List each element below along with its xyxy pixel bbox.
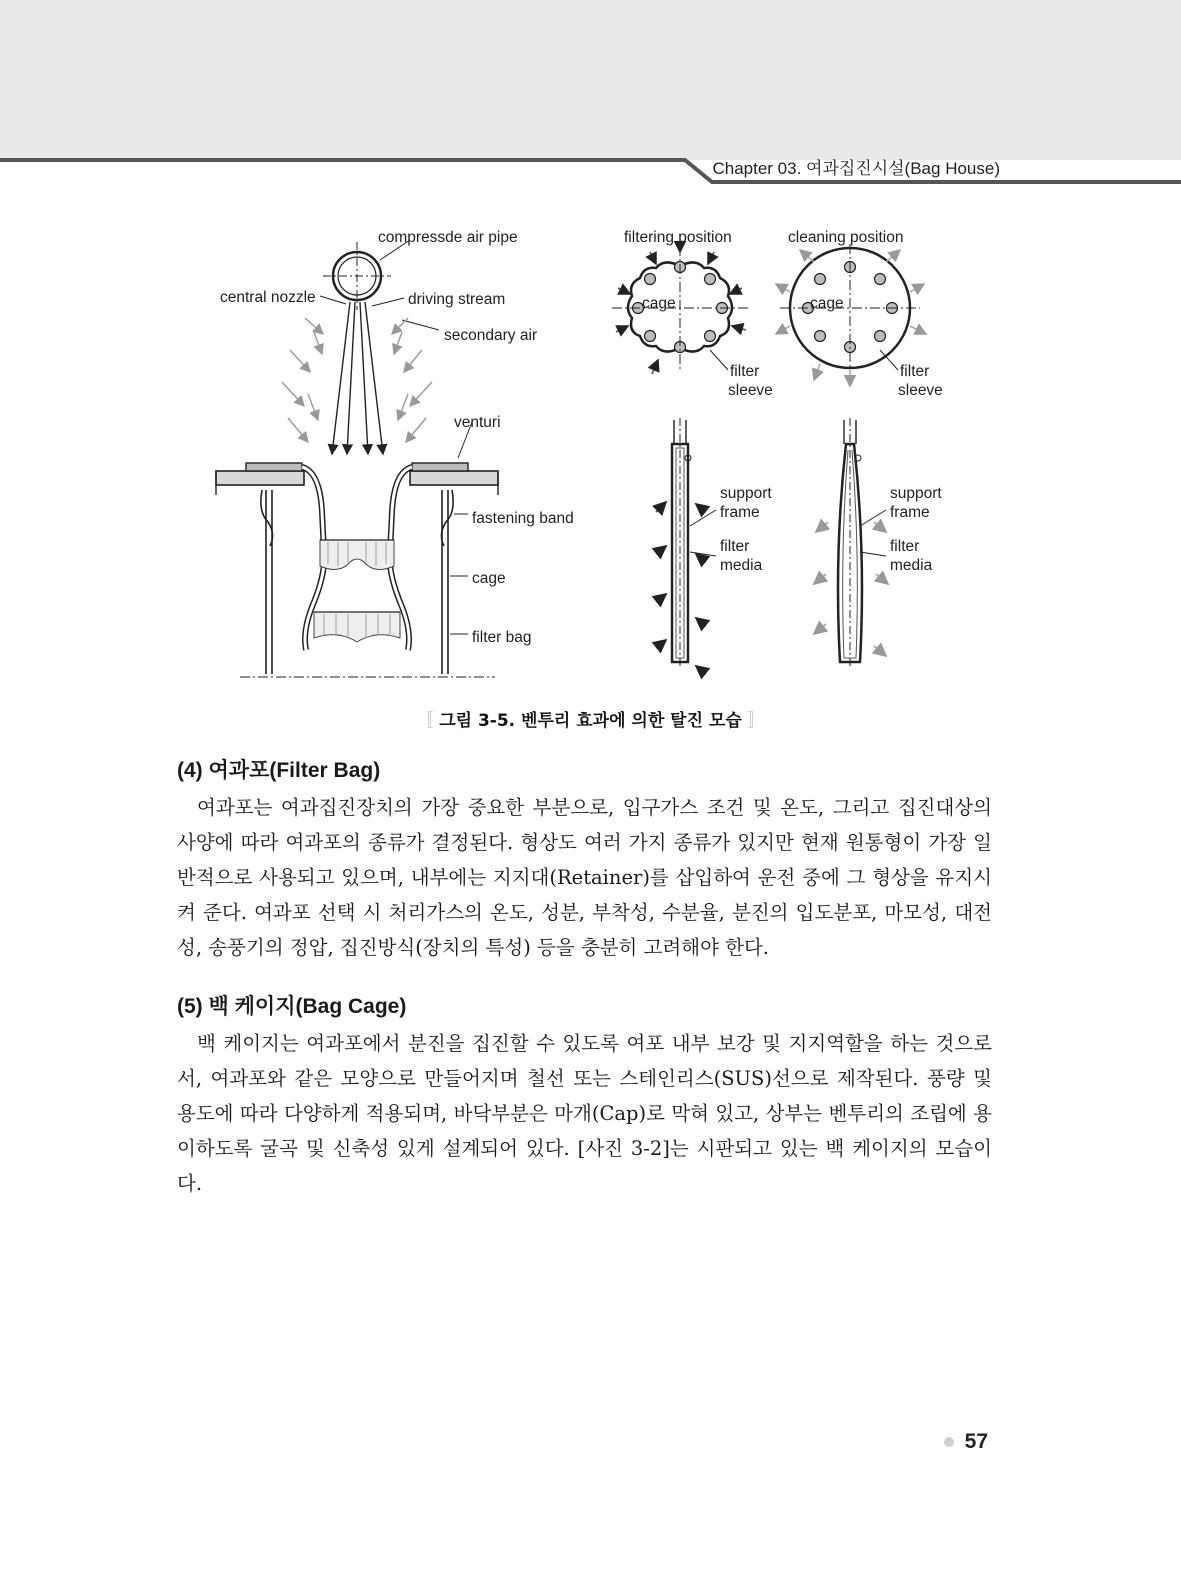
label-filtering-position: filtering position xyxy=(624,229,732,246)
venturi-assembly xyxy=(216,229,574,677)
label-filtering-media: media xyxy=(720,557,763,574)
caption-close-bracket: 〛 xyxy=(747,711,765,731)
label-filtering-frame: frame xyxy=(720,504,760,521)
label-cleaning-frame: frame xyxy=(890,504,930,521)
label-filtering-sleeve: sleeve xyxy=(728,382,773,399)
caption-text: 그림 3-5. 벤투리 효과에 의한 탈진 모습 xyxy=(439,711,742,731)
label-filtering-support: support xyxy=(720,485,772,502)
section-heading-filter-bag: (4) 여과포(Filter Bag) xyxy=(177,759,381,782)
label-cleaning-cage: cage xyxy=(810,295,844,312)
label-venturi: venturi xyxy=(454,414,501,431)
figure-caption xyxy=(0,706,1181,731)
cleaning-longitudinal-section xyxy=(814,418,942,666)
label-cleaning-position: cleaning position xyxy=(788,229,904,246)
venturi-figure xyxy=(210,222,1000,692)
label-cleaning-media-filter: filter xyxy=(890,538,920,555)
label-cleaning-sleeve: sleeve xyxy=(898,382,943,399)
caption-open-bracket: 〚 xyxy=(416,711,434,731)
label-secondary-air: secondary air xyxy=(444,327,538,344)
section-body-filter-bag: 여과포는 여과집진장치의 가장 중요한 부분으로, 입구가스 조건 및 온도, 그리고 집진대상의 사양에 따라 여과포의 종류가 결정된다. 형상도 여러 가지 종류가 있지만 현재 원통형이 가장 일반적으로 사용되고 있으며, 내부에는 지지대(Retainer)를 삽입하여 운전 중에 그 형상을 유지시켜 준다. 여과포 선택 시 처리가스의 온도, 성분, 부착성, 수분율, 분진의 입도분포, 마모성, 대전성, 송풍기의 정압, 집진방식(장치의 특성) 등을 충분히 고려해야 한다. xyxy=(177,796,992,959)
label-filter-bag: filter bag xyxy=(472,629,532,646)
label-fastening-band: fastening band xyxy=(472,510,574,527)
chapter-title: Chapter 03. 여과집진시설(Bag House) xyxy=(712,159,1000,178)
section-heading-bag-cage: (5) 백 케이지(Bag Cage) xyxy=(177,995,407,1018)
page-number-dot xyxy=(944,1437,954,1447)
label-filtering-cage: cage xyxy=(642,295,676,312)
label-cleaning-support: support xyxy=(890,485,942,502)
label-cleaning-filter: filter xyxy=(900,363,930,380)
label-central-nozzle: central nozzle xyxy=(220,289,316,306)
cleaning-cross-section xyxy=(776,229,943,399)
filtering-cross-section xyxy=(612,229,773,399)
header-rule xyxy=(0,0,1181,190)
label-cleaning-media: media xyxy=(890,557,933,574)
label-cage: cage xyxy=(472,570,506,587)
filtering-longitudinal-section xyxy=(656,418,772,674)
label-filtering-media-filter: filter xyxy=(720,538,750,555)
page-number: 57 xyxy=(964,1430,988,1453)
label-compressed-air-pipe: compressde air pipe xyxy=(378,229,518,246)
label-filtering-filter: filter xyxy=(730,363,760,380)
section-body-bag-cage: 백 케이지는 여과포에서 분진을 집진할 수 있도록 여포 내부 보강 및 지지역할을 하는 것으로서, 여과포와 같은 모양으로 만들어지며 철선 또는 스테인리스(SUS)선으로 제작된다. 풍량 및 용도에 따라 다양하게 적용되며, 바닥부분은 마개(Cap)로 막혀 있고, 상부는 벤투리의 조립에 용이하도록 굴곡 및 신축성 있게 설계되어 있다. [사진 3-2]는 시판되고 있는 백 케이지의 모습이다. xyxy=(177,1032,992,1195)
label-driving-stream: driving stream xyxy=(408,291,506,308)
